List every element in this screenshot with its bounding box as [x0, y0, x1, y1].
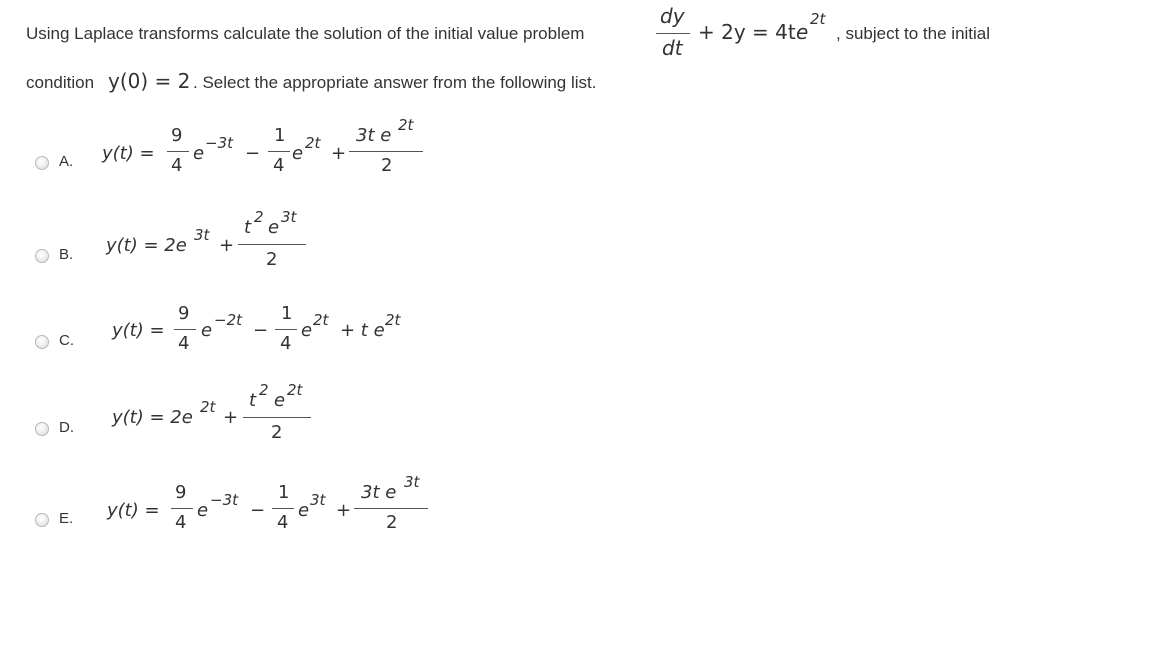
option-d-f1-den: 2 [271, 422, 283, 443]
option-d-lhs-exp: 2t [200, 398, 216, 416]
option-a-t2: e [292, 143, 304, 164]
option-c-t1-exp: −2t [214, 311, 242, 329]
radio-option-b[interactable] [35, 249, 49, 263]
option-d-f1-num-exp1: 2 [259, 381, 269, 399]
option-c-f2-bar [275, 329, 297, 330]
option-c-t2-exp: 2t [313, 311, 329, 329]
option-b-lhs-exp: 3t [194, 226, 210, 244]
option-a-t1-exp: −3t [205, 134, 233, 152]
option-a-f3-num-exp: 2t [398, 116, 414, 134]
option-b-op1: + [219, 235, 235, 256]
option-e-f1-num: 9 [175, 482, 187, 503]
option-letter: C. [59, 332, 74, 349]
option-e-f3-num: 3t e [361, 482, 397, 503]
option-b-f1-bar [238, 244, 306, 245]
radio-option-a[interactable] [35, 156, 49, 170]
option-c-lhs: y(t) = [112, 320, 165, 341]
option-a-f3-num: 3t e [356, 125, 392, 146]
option-d-lhs: y(t) = 2e [112, 407, 193, 428]
eq-dt: dt [662, 36, 683, 60]
option-c-f1-den: 4 [178, 333, 190, 354]
option-d-f1-num-mid: e [274, 390, 286, 411]
option-e-op2: + [336, 500, 352, 521]
condition-math: y(0) = 2 [108, 69, 191, 93]
option-c-tail-exp: 2t [385, 311, 401, 329]
option-e-lhs: y(t) = [107, 500, 160, 521]
eq-rhs: + 2y = 4t [698, 20, 796, 44]
radio-option-e[interactable] [35, 513, 49, 527]
option-c-tail: + t e [340, 320, 385, 341]
option-e-f1-bar [171, 508, 193, 509]
option-a-op1: − [245, 143, 261, 164]
option-letter: E. [59, 510, 74, 527]
option-c-t2: e [301, 320, 313, 341]
question-text-2: , subject to the initial [836, 24, 991, 43]
option-b-f1-num: t [244, 217, 252, 238]
option-e-f1-den: 4 [175, 512, 187, 533]
option-c-op1: − [253, 320, 269, 341]
option-a-f3-den: 2 [381, 155, 393, 176]
option-a-f1-bar [167, 151, 189, 152]
question-text-1: Using Laplace transforms calculate the solution of the initial value problem [26, 24, 585, 43]
radio-option-d[interactable] [35, 422, 49, 436]
option-b-f1-den: 2 [266, 249, 278, 270]
option-e-op1: − [250, 500, 266, 521]
option-a-f2-num: 1 [274, 125, 286, 146]
option-d-op1: + [223, 407, 239, 428]
option-b-f1-num-exp1: 2 [254, 208, 264, 226]
eq-exp: 2t [810, 10, 826, 28]
option-a-f2-bar [268, 151, 290, 152]
option-d-f1-num-exp2: 2t [287, 381, 303, 399]
option-a-lhs: y(t) = [102, 143, 155, 164]
option-e-t1-exp: −3t [210, 491, 238, 509]
option-e-t2-exp: 3t [310, 491, 326, 509]
option-a-f1-den: 4 [171, 155, 183, 176]
option-e-f3-num-exp: 3t [404, 473, 420, 491]
radio-option-c[interactable] [35, 335, 49, 349]
eq-e: e [796, 20, 809, 44]
option-d-f1-num: t [249, 390, 257, 411]
option-letter: B. [59, 246, 74, 263]
option-b-f1-num-exp2: 3t [281, 208, 297, 226]
option-e-f2-bar [272, 508, 294, 509]
option-a-f1-num: 9 [171, 125, 183, 146]
eq-dy: dy [660, 4, 685, 28]
option-e-t2: e [298, 500, 310, 521]
option-e-f3-den: 2 [386, 512, 398, 533]
option-c-f1-num: 9 [178, 303, 190, 324]
option-e-t1: e [197, 500, 209, 521]
option-a-t2-exp: 2t [305, 134, 321, 152]
option-c-f2-den: 4 [280, 333, 292, 354]
option-c-t1: e [201, 320, 213, 341]
option-a-t1: e [193, 143, 205, 164]
option-b-lhs: y(t) = 2e [106, 235, 187, 256]
question-text-3: condition [26, 73, 95, 92]
option-b-f1-num-mid: e [268, 217, 280, 238]
option-e-f2-num: 1 [278, 482, 290, 503]
option-a-op2: + [331, 143, 347, 164]
option-e-f3-bar [354, 508, 428, 509]
eq-fraction-bar [656, 33, 690, 34]
option-letter: D. [59, 419, 74, 436]
option-e-f2-den: 4 [277, 512, 289, 533]
option-a-f3-bar [349, 151, 423, 152]
option-d-f1-bar [243, 417, 311, 418]
option-a-f2-den: 4 [273, 155, 285, 176]
option-letter: A. [59, 153, 74, 170]
option-c-f2-num: 1 [281, 303, 293, 324]
question-text-4: . Select the appropriate answer from the following list. [193, 73, 597, 92]
option-c-f1-bar [174, 329, 196, 330]
